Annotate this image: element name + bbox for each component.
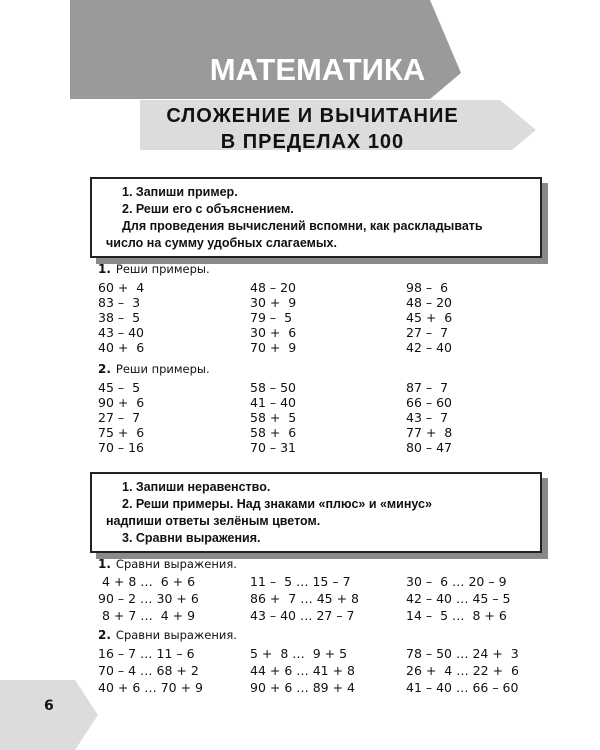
comparison: 11 – 5 … 15 – 7: [250, 574, 351, 589]
instruction-line: 3. Сравни выражения.: [122, 531, 261, 545]
example: 30 + 6: [250, 325, 297, 340]
task-number: 1.: [98, 557, 111, 571]
instruction-line: 2. Реши его с объяснением.: [122, 202, 294, 216]
task-4-column-3: [406, 645, 519, 696]
comparison: 43 – 40 … 27 – 7: [250, 608, 355, 623]
instruction-line: 1. Запиши неравенство.: [122, 480, 271, 494]
task-2-column-3: [406, 380, 452, 455]
example: 79 – 5: [250, 310, 293, 325]
page-number: 6: [44, 698, 54, 714]
example: 43 – 40: [98, 325, 145, 340]
example: 45 + 6: [406, 310, 453, 325]
example: 70 + 9: [250, 340, 297, 355]
task-2-label: [98, 362, 210, 376]
example: 87 – 7: [406, 380, 449, 395]
subtitle-line-2: В ПРЕДЕЛАХ 100: [220, 131, 405, 153]
comparison: 40 + 6 … 70 + 9: [98, 680, 204, 695]
example: 38 – 5: [98, 310, 141, 325]
instruction-box-1: [90, 177, 542, 258]
example: 90 + 6: [98, 395, 145, 410]
example: 75 + 6: [98, 425, 145, 440]
task-number: 2.: [98, 362, 111, 376]
example: 30 + 9: [250, 295, 297, 310]
example: 70 – 16: [98, 440, 145, 455]
task-text: Сравни выражения.: [115, 557, 237, 571]
example: 77 + 8: [406, 425, 453, 440]
example: 48 – 20: [250, 280, 297, 295]
task-4-column-2: [250, 645, 355, 696]
example: 41 – 40: [250, 395, 297, 410]
example: 60 + 4: [98, 280, 145, 295]
comparison: 41 – 40 … 66 – 60: [406, 680, 519, 695]
instruction-line: число на сумму удобных слагаемых.: [106, 236, 337, 250]
task-4-label: [98, 628, 237, 642]
comparison: 78 – 50 … 24 + 3: [406, 646, 519, 661]
example: 42 – 40: [406, 340, 453, 355]
comparison: 14 – 5 … 8 + 6: [406, 608, 507, 623]
comparison: 90 – 2 … 30 + 6: [98, 591, 199, 606]
comparison: 30 – 6 … 20 – 9: [406, 574, 507, 589]
example: 58 – 50: [250, 380, 297, 395]
subtitle-line-1: СЛОЖЕНИЕ И ВЫЧИТАНИЕ: [166, 105, 459, 127]
comparison: 4 + 8 … 6 + 6: [98, 574, 196, 589]
example: 70 – 31: [250, 440, 297, 455]
task-1-column-1: [98, 280, 144, 355]
instruction-line: 2. Реши примеры. Над знаками «плюс» и «минус»: [122, 497, 432, 511]
example: 58 + 6: [250, 425, 297, 440]
example: 80 – 47: [406, 440, 453, 455]
task-number: 1.: [98, 262, 111, 276]
example: 45 – 5: [98, 380, 141, 395]
example: 43 – 7: [406, 410, 449, 425]
example: 40 + 6: [98, 340, 145, 355]
page-subtitle: [150, 103, 475, 155]
comparison: 5 + 8 … 9 + 5: [250, 646, 348, 661]
task-1-column-3: [406, 280, 452, 355]
task-3-column-2: [250, 573, 359, 624]
instruction-line: надпиши ответы зелёным цветом.: [106, 514, 321, 528]
comparison: 8 + 7 … 4 + 9: [98, 608, 196, 623]
example: 27 – 7: [406, 325, 449, 340]
task-3-column-1: [98, 573, 199, 624]
comparison: 70 – 4 … 68 + 2: [98, 663, 199, 678]
task-3-label: [98, 557, 237, 571]
task-text: Реши примеры.: [115, 262, 210, 276]
example: 48 – 20: [406, 295, 453, 310]
comparison: 90 + 6 … 89 + 4: [250, 680, 356, 695]
comparison: 42 – 40 … 45 – 5: [406, 591, 511, 606]
task-1-label: [98, 262, 210, 276]
example: 27 – 7: [98, 410, 141, 425]
page-number-tab: [0, 680, 110, 750]
task-2-column-2: [250, 380, 296, 455]
example: 58 + 5: [250, 410, 297, 425]
task-1-column-2: [250, 280, 296, 355]
example: 66 – 60: [406, 395, 453, 410]
task-number: 2.: [98, 628, 111, 642]
comparison: 26 + 4 … 22 + 6: [406, 663, 519, 678]
task-4-column-1: [98, 645, 203, 696]
task-3-column-3: [406, 573, 511, 624]
task-text: Сравни выражения.: [115, 628, 237, 642]
comparison: 86 + 7 … 45 + 8: [250, 591, 359, 606]
page-title: МАТЕМАТИКА: [209, 52, 426, 87]
instruction-line: 1. Запиши пример.: [122, 185, 238, 199]
task-text: Реши примеры.: [115, 362, 210, 376]
comparison: 16 – 7 … 11 – 6: [98, 646, 195, 661]
comparison: 44 + 6 … 41 + 8: [250, 663, 356, 678]
instruction-box-2: [90, 472, 542, 553]
example: 98 – 6: [406, 280, 449, 295]
example: 83 – 3: [98, 295, 141, 310]
task-2-column-1: [98, 380, 144, 455]
instruction-line: Для проведения вычислений вспомни, как раскладывать: [122, 219, 483, 233]
